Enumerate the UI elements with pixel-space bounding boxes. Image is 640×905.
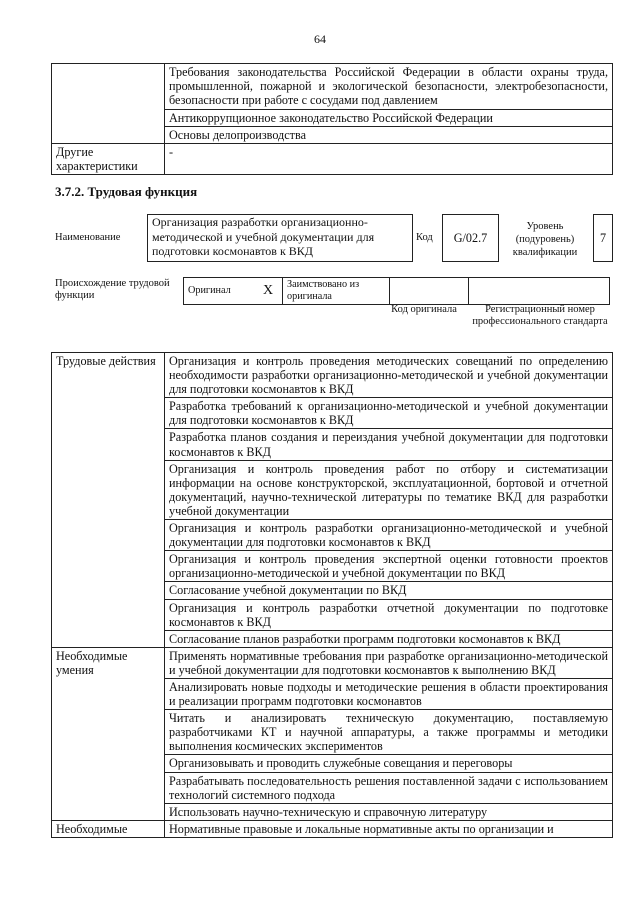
table-cell: Антикоррупционное законодательство Российской Федерации [165, 109, 613, 126]
page-number: 64 [314, 32, 326, 46]
level-label: Уровень (подуровень) квалификации [512, 221, 578, 258]
reg-number-cell [469, 278, 610, 305]
code-original-caption: Код оригинала [391, 304, 457, 315]
reg-number-caption: Регистрационный номер профессионального стандарта [472, 304, 608, 327]
row-group-label: Необходимые умения [52, 647, 165, 820]
table-cell: Основы делопроизводства [165, 126, 613, 143]
table-cell: Организация и контроль разработки отчетной документации по подготовке космонавтов к ВКД [165, 599, 613, 630]
code-label: Код [416, 232, 433, 243]
table-cell: Требования законодательства Российской Федерации в области охраны труда, промышленной, пожарной и экологической безопасности, электробезопасности, безопасности при работе с сосудами под давлением [165, 64, 613, 110]
table-cell: Разработка требований к организационно-методической и учебной документации для подготовки космонавтов к ВКД [165, 398, 613, 429]
table-cell: Организация и контроль проведения методических совещаний по определению необходимости разработки организационно-методической и учебной документации для подготовки космонавтов к ВКД [165, 353, 613, 398]
row-label-empty [52, 64, 165, 144]
table-row [184, 278, 610, 305]
table-cell: Использовать научно-техническую и справочную литературу [165, 803, 613, 820]
table-row [52, 647, 613, 678]
original-label: Оригинал [184, 278, 255, 305]
table-cell: Разрабатывать последовательность решения поставленной задачи с использованием технологий системного подхода [165, 772, 613, 803]
original-mark: X [254, 278, 283, 305]
table-row [52, 64, 613, 110]
table-cell: Читать и анализировать техническую документацию, поставляемую разработчиками КТ и научной аппаратуры, а также программы и методики выполнения космических экспериментов [165, 710, 613, 755]
borrowed-label: Заимствовано из оригинала [283, 278, 390, 305]
code-original-cell [390, 278, 469, 305]
table-cell: Организовывать и проводить служебные совещания и переговоры [165, 755, 613, 772]
table-cell: Применять нормативные требования при разработке организационно-методической и учебной документации для подготовки космонавтов к выполнению ВКД [165, 647, 613, 678]
origin-label: Происхождение трудовой функции [55, 278, 170, 301]
table-cell: Организация и контроль проведения экспертной оценки готовности проектов организационно-методической и учебной документации по ВКД [165, 551, 613, 582]
table-cell: Анализировать новые подходы и методические решения в области проектирования и реализации программ подготовки космонавтов [165, 678, 613, 709]
table-cell: Согласование учебной документации по ВКД [165, 582, 613, 599]
table-cell: Нормативные правовые и локальные нормативные акты по организации и [165, 820, 613, 837]
table-row [52, 820, 613, 837]
table-cell: Организация и контроль проведения работ по отбору и систематизации информации на основе конструкторской, эксплуатационной, бортовой и отчетной документаций, научно-технической литературы по тематике ВКД для разработки учебной документации [165, 460, 613, 519]
knowledge-table-continuation [51, 63, 613, 175]
table-row [52, 144, 613, 175]
level-value: 7 [593, 214, 613, 262]
table-cell: Организация и контроль разработки организационно-методической и учебной документации для подготовки космонавтов к ВКД [165, 520, 613, 551]
function-name-value: Организация разработки организационно-методической и учебной документации для подготовки космонавтов к ВКД [147, 214, 413, 262]
name-label: Наименование [55, 232, 121, 243]
labor-function-table [51, 352, 613, 838]
code-value: G/02.7 [442, 214, 499, 262]
row-group-label: Трудовые действия [52, 353, 165, 648]
table-row [52, 353, 613, 398]
section-heading: 3.7.2. Трудовая функция [55, 184, 198, 199]
row-label: Другие характеристики [52, 144, 165, 175]
table-cell: - [165, 144, 613, 175]
table-cell: Согласование планов разработки программ подготовки космонавтов к ВКД [165, 630, 613, 647]
origin-table [183, 277, 610, 305]
table-cell: Разработка планов создания и переиздания учебной документации для подготовки космонавтов к ВКД [165, 429, 613, 460]
row-group-label: Необходимые [52, 820, 165, 837]
